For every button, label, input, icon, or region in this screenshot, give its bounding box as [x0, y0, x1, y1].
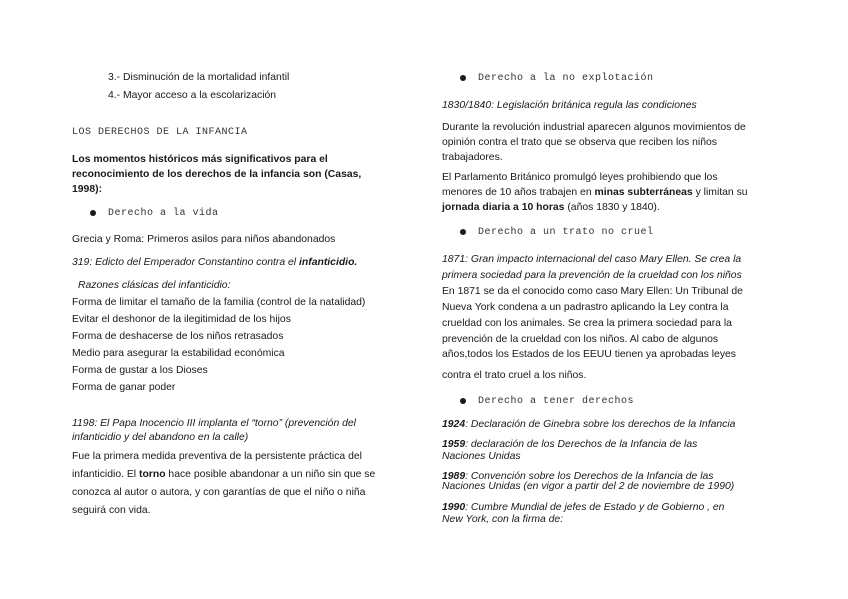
reason-item: Forma de limitar el tamaño de la familia (control de la natalidad) — [72, 297, 366, 308]
subsection-heading-cruelty: Derecho a un trato no cruel — [478, 227, 654, 238]
bullet-icon — [460, 398, 466, 404]
event-year: 1989 — [442, 471, 466, 482]
paragraph: Grecia y Roma: Primeros asilos para niños abandonados — [72, 234, 336, 245]
list-item: 4.- Mayor acceso a la escolarización — [108, 90, 277, 101]
event-year: 1959 — [442, 439, 466, 450]
reason-item: Forma de ganar poder — [72, 382, 176, 393]
exploit-date: 1830/1840: Legislación británica regula las condiciones — [442, 100, 697, 111]
event-year: 1924 — [442, 419, 466, 430]
reason-item: Evitar el deshonor de la ilegitimidad de los hijos — [72, 314, 291, 325]
reason-item: Forma de gustar a los Dioses — [72, 365, 208, 376]
subsection-heading-rights: Derecho a tener derechos — [478, 396, 635, 407]
paragraph: conozca al autor o autora, y con garantías de que el niño o niña — [72, 487, 366, 498]
edict-line — [72, 256, 357, 269]
edict-bold: infanticidio. — [299, 257, 358, 268]
subsection-heading-life: Derecho a la vida — [108, 208, 219, 219]
intro-line: Los momentos históricos más significativos para el — [72, 154, 328, 165]
text: infanticidio. El — [72, 469, 139, 480]
mines-bold: minas subterráneas — [594, 187, 693, 198]
reason-item: Forma de deshacerse de los niños retrasados — [72, 331, 284, 342]
pope-line: 1198: El Papa Inocencio III implanta el “torno” (prevención del — [72, 418, 356, 429]
paragraph: trabajadores. — [442, 152, 503, 163]
text: hace posible abandonar a un niño sin que se — [165, 469, 376, 480]
subsection-heading-exploitation: Derecho a la no explotación — [478, 73, 654, 84]
intro-line: reconocimiento de los derechos de la infancia son (Casas, — [72, 169, 362, 180]
event-text: : Cumbre Mundial de jefes de Estado y de Gobierno , en — [465, 502, 725, 513]
event-text: : Declaración de Ginebra sobre los derechos de la Infancia — [465, 419, 736, 430]
reasons-heading: Razones clásicas del infanticidio: — [78, 280, 231, 291]
event-text: : declaración de los Derechos de la Infancia de las — [465, 439, 698, 450]
event-line-2: Naciones Unidas (en vigor a partir del 2 de noviembre de 1990) — [442, 481, 735, 492]
paragraph-line — [72, 468, 375, 481]
paragraph: crueldad con los animales. Se crea la primera sociedad para la — [442, 318, 732, 329]
paragraph: opinión contra el trato que se observa que reciben los niños — [442, 137, 717, 148]
intro-line: 1998): — [72, 184, 103, 195]
pope-line: infanticidio y del abandono en la calle) — [72, 432, 249, 443]
paragraph: Durante la revolución industrial aparecen algunos movimientos de — [442, 122, 746, 133]
event-text: : Convención sobre los Derechos de la Infancia de las — [465, 471, 714, 482]
event-line — [442, 418, 735, 431]
event-line-2: New York, con la firma de: — [442, 514, 564, 525]
paragraph: El Parlamento Británico promulgó leyes prohibiendo que los — [442, 172, 718, 183]
paragraph: contra el trato cruel a los niños. — [442, 370, 587, 381]
paragraph: prevención de la crueldad con los niños. Al cabo de algunos — [442, 334, 719, 345]
section-heading: LOS DERECHOS DE LA INFANCIA — [72, 127, 248, 138]
paragraph: En 1871 se da el conocido como caso Mary Ellen: Un Tribunal de — [442, 286, 743, 297]
event-year: 1990 — [442, 502, 466, 513]
paragraph-line — [442, 186, 748, 199]
paragraph-line — [442, 201, 660, 214]
hours-bold: jornada diaria a 10 horas — [442, 202, 565, 213]
edict-text: 319: Edicto del Emperador Constantino contra el — [72, 257, 299, 268]
reason-item: Medio para asegurar la estabilidad económica — [72, 348, 285, 359]
paragraph: años,todos los Estados de los EEUU tienen ya aprobadas leyes — [442, 349, 737, 360]
cruel-italic: 1871: Gran impacto internacional del caso Mary Ellen. Se crea la — [442, 254, 742, 265]
bullet-icon — [460, 75, 466, 81]
text: y limitan su — [692, 187, 748, 198]
text: menores de 10 años trabajen en — [442, 187, 595, 198]
bullet-icon — [90, 210, 96, 216]
paragraph: seguirá con vida. — [72, 505, 151, 516]
bullet-icon — [460, 229, 466, 235]
paragraph: Fue la primera medida preventiva de la persistente práctica del — [72, 451, 362, 462]
event-line-2: Naciones Unidas — [442, 451, 521, 462]
cruel-italic: primera sociedad para la prevención de la crueldad con los niños — [442, 270, 742, 281]
paragraph: Nueva York condena a un padrastro aplicando la Ley contra la — [442, 302, 729, 313]
text: (años 1830 y 1840). — [564, 202, 660, 213]
list-item: 3.- Disminución de la mortalidad infantil — [108, 72, 290, 83]
torno-bold: torno — [139, 469, 166, 480]
